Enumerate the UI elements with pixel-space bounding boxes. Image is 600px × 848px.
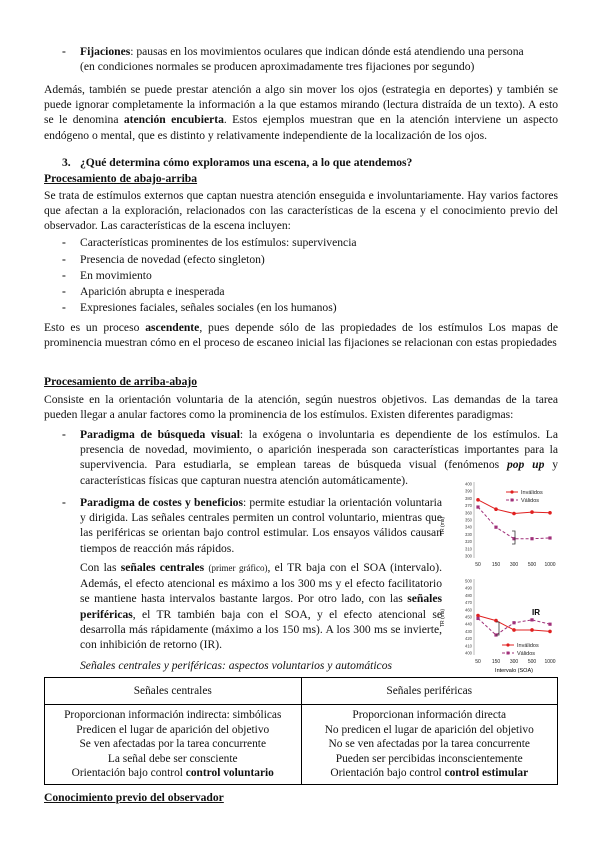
y-tick-label: 430 (465, 628, 472, 634)
data-point (530, 628, 534, 632)
y-tick-label: 380 (465, 495, 472, 501)
legend-marker (506, 643, 509, 646)
costes-text: , el TR también baja con el SOA, y el efecto atencional se desarrolla más rápidamente (máximo a los 150 ms). A los 300 ms se invierte, con inhibición de retorno (IR). (80, 607, 442, 652)
chart-central-cues (440, 478, 558, 572)
data-point (530, 618, 533, 621)
costes-text: Con las (80, 561, 121, 574)
y-tick-label: 410 (465, 643, 472, 649)
fijaciones-text-line2: (en condiciones normales se producen aproximadamente tres fijaciones por segundo) (80, 60, 475, 74)
intro-text-end: . Estos ejemplos muestran que en la atención interviene un aspecto endógeno o mental, que es distinto y relativamente independiente de la localización de los ojos. (44, 113, 558, 142)
bullet-dash: - (62, 428, 66, 441)
bottom-up-paragraph: Se trata de estímulos externos que captan nuestra atención enseguida e involuntariamente. Hay varios factores que afectan a la exploración, relacionados con las características de la escena y el conocimiento previo del observador. Las características de la escena incluyen: (44, 189, 558, 233)
costes-text: : permite estudiar la orientación voluntaria y dirigida. Las señales centrales permiten un control voluntario, mientras que las periféricas se orientan bajo control estimular. Los ensayos válidos causan tiempos de reacción más rápidos. (80, 496, 442, 555)
x-tick-label: 150 (491, 659, 501, 665)
data-point (548, 623, 551, 626)
data-point (512, 628, 516, 632)
primer-grafico-note: (primer gráfico) (208, 563, 268, 573)
bullet-dash: - (62, 236, 66, 249)
table-cell-line: Pueden ser percibidas inconscientemente (335, 752, 523, 765)
y-tick-label: 320 (465, 539, 472, 545)
x-tick-label: 50 (475, 562, 481, 568)
costes-beneficios-item (80, 495, 442, 556)
legend-label: Válidos (517, 651, 536, 657)
y-tick-label: 400 (465, 481, 472, 487)
bullet-dash: - (62, 253, 66, 266)
y-tick-label: 340 (465, 524, 472, 530)
series-line (478, 500, 550, 514)
data-point (476, 617, 479, 620)
list-item: Presencia de novedad (efecto singleton) (80, 253, 265, 266)
busqueda-text-end: y características físicas que capturan nuestra atención automáticamente). (80, 458, 558, 487)
data-point (512, 512, 516, 516)
ir-annotation: IR (532, 608, 540, 617)
senales-centrales-term: señales centrales (120, 561, 205, 574)
legend-label: Válidos (521, 498, 540, 504)
bullet-dash: - (62, 285, 66, 298)
list-item: Expresiones faciales, señales sociales (en los humanos) (80, 301, 337, 314)
data-point (530, 510, 534, 514)
y-tick-label: 310 (465, 546, 472, 552)
fijaciones-term: Fijaciones (80, 45, 131, 58)
y-tick-label: 450 (465, 614, 472, 620)
legend-label: Inválidos (517, 643, 539, 649)
y-tick-label: 350 (465, 517, 472, 523)
data-point (512, 621, 515, 624)
bullet-dash: - (62, 269, 66, 282)
data-point (548, 630, 552, 634)
final-heading: Conocimiento previo del observador (44, 791, 224, 804)
pop-up-term: pop up (506, 458, 545, 472)
caption: Señales centrales y periféricas: aspectos voluntarios y automáticos (80, 659, 393, 672)
ascendente-text: Esto es un proceso (44, 321, 146, 334)
top-down-paragraph: Consiste en la orientación voluntaria de la atención, según nuestros objetivos. Las demandas de la tarea pueden llegar a anular factores como la prominencia de los estímulos. Existen diferentes paradigmas: (44, 393, 558, 422)
fijaciones-item (80, 44, 558, 74)
data-point (476, 614, 480, 618)
table-cell-line: No se ven afectadas por la tarea concurrente (328, 738, 530, 751)
table-cell-central (45, 705, 302, 785)
ascendente-paragraph (44, 320, 558, 350)
intro-text: Además, también se puede prestar atención a algo sin mover los ojos (estrategia en deportes) y también se puede ignorar completamente la información a la que estamos mirando (lectura distraída de un texto). A esto se le denomina (44, 83, 558, 127)
top-down-heading: Procesamiento de arriba-abajo (44, 375, 198, 388)
y-tick-label: 300 (465, 553, 472, 559)
table-header-row (45, 678, 558, 705)
data-point (548, 536, 551, 539)
costes-text: , el TR baja con el SOA (intervalo). Además, el efecto atencional es máximo a los 300 ms y el efecto facilitatorio se mantiene hasta intervalos bastante largos. Por otro lado, con las (80, 561, 442, 606)
series-line (478, 618, 550, 635)
ascendente-text-end: , pues depende sólo de las propiedades de los estímulos Los mapas de prominencia muestran cómo en el proceso de escaneo inicial las fijaciones se relacionan con estas propiedades (44, 321, 559, 350)
x-axis-label: Intervalo (SOA) (495, 668, 533, 674)
legend-marker (511, 499, 514, 502)
table-cell-line: No predicen el lugar de aparición del objetivo (324, 723, 534, 736)
table-cell-line: La señal debe ser consciente (107, 752, 238, 765)
control-voluntario-term: control voluntario (185, 767, 274, 780)
costes-beneficios-term: Paradigma de costes y beneficios (80, 496, 243, 509)
table-cell-line: Se ven afectadas por la tarea concurrente (79, 738, 267, 751)
bullet-dash: - (62, 45, 66, 58)
x-tick-label: 50 (475, 659, 481, 665)
section-3-number: 3. (62, 156, 71, 169)
x-tick-label: 300 (509, 562, 519, 568)
y-tick-label: 390 (465, 488, 472, 494)
table-cell-line: Predicen el lugar de aparición del objetivo (76, 723, 270, 736)
data-point (494, 507, 498, 511)
legend-marker (507, 652, 510, 655)
x-tick-label: 500 (527, 562, 537, 568)
control-estimular-term: control estimular (444, 767, 529, 780)
table-header-peripheral: Señales periféricas (301, 678, 558, 705)
table-row (45, 705, 558, 785)
bottom-up-heading: Procesamiento de abajo-arriba (44, 172, 198, 185)
costes-senales-paragraph (80, 560, 442, 652)
list-item: Aparición abrupta e inesperada (80, 285, 225, 298)
atencion-encubierta-term: atención encubierta (123, 113, 224, 127)
y-tick-label: 470 (465, 600, 472, 606)
y-tick-label: 370 (465, 503, 472, 509)
x-tick-label: 300 (509, 659, 519, 665)
y-axis-label: TR (ms) (440, 608, 446, 627)
y-tick-label: 400 (465, 650, 472, 656)
busqueda-visual-term: Paradigma de búsqueda visual (80, 428, 240, 441)
x-tick-label: 1000 (544, 659, 556, 665)
y-tick-label: 440 (465, 621, 472, 627)
senales-perifericas-term: señales periféricas (80, 592, 442, 621)
table-cell-text: Orientación bajo control (330, 767, 445, 780)
y-tick-label: 360 (465, 510, 472, 516)
comparison-table (44, 677, 558, 785)
y-tick-label: 490 (465, 585, 472, 591)
intro-paragraph (44, 82, 558, 143)
data-point (494, 526, 497, 529)
table-cell-line: Proporcionan información directa (352, 709, 507, 721)
x-tick-label: 500 (527, 659, 537, 665)
y-tick-label: 460 (465, 607, 472, 613)
table-cell-peripheral (301, 705, 558, 785)
ascendente-term: ascendente (145, 321, 200, 334)
y-tick-label: 330 (465, 531, 472, 537)
table-cell-line (47, 766, 299, 781)
data-point (530, 537, 533, 540)
data-point (476, 498, 480, 502)
y-tick-label: 420 (465, 636, 472, 642)
x-tick-label: 1000 (544, 562, 556, 568)
table-cell-line: Proporcionan información indirecta: simbólicas (64, 709, 282, 721)
section-3-title: ¿Qué determina cómo exploramos una escena, a lo que atendemos? (80, 156, 413, 169)
y-axis-label: TR (ms) (440, 516, 446, 535)
busqueda-text: : la exógena o involuntaria es dependiente de los estímulos. La presencia de novedad, movimiento, o aparición inesperada son características importantes para la supervivencia. Para estudiarla, se emplean tareas de búsqueda visual (fenómenos (80, 428, 558, 472)
table-cell-text: Orientación bajo control (71, 767, 186, 780)
data-point (476, 505, 479, 508)
x-tick-label: 150 (491, 562, 501, 568)
list-item: En movimiento (80, 269, 152, 282)
table-header-central: Señales centrales (45, 678, 302, 705)
legend-marker (510, 490, 513, 493)
chart-peripheral-cues (440, 575, 558, 675)
bullet-dash: - (62, 496, 66, 509)
data-point (548, 511, 552, 515)
y-tick-label: 480 (465, 592, 472, 598)
legend-label: Inválidos (521, 490, 543, 496)
list-item: Características prominentes de los estímulos: supervivencia (80, 236, 357, 249)
bullet-dash: - (62, 301, 66, 314)
table-cell-line (304, 766, 556, 781)
fijaciones-text: : pausas en los movimientos oculares que indican dónde está atendiendo una persona (130, 45, 524, 58)
y-tick-label: 500 (465, 578, 472, 584)
